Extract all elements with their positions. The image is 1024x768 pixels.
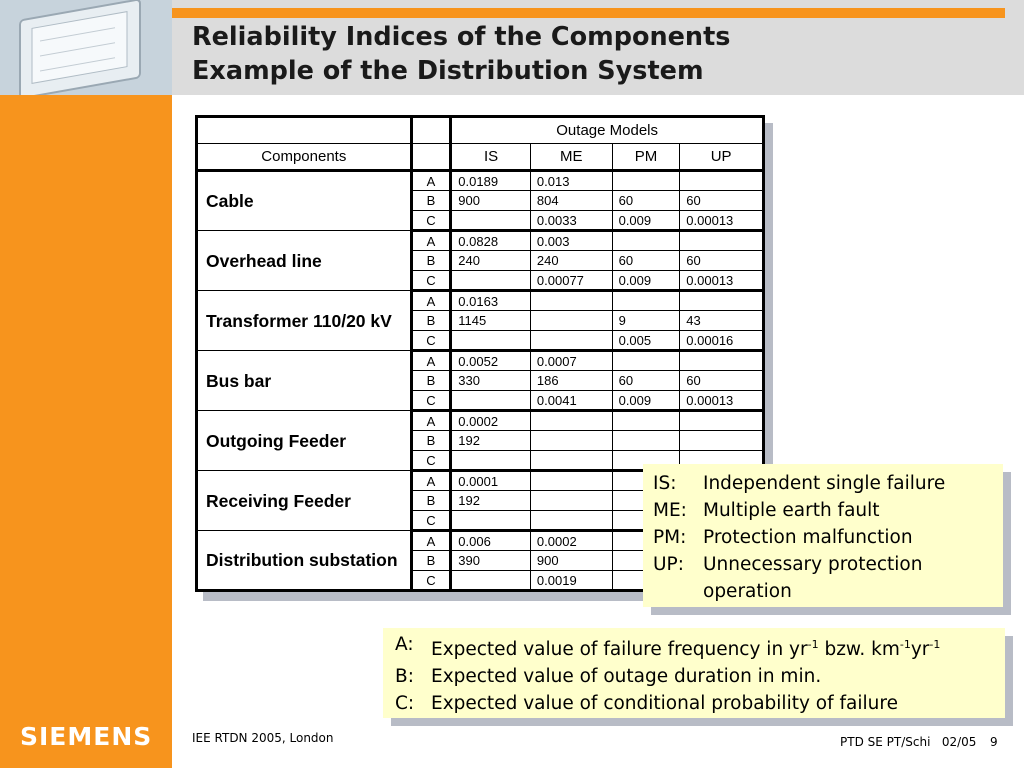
cell-me: 0.00077 <box>530 271 612 291</box>
footer-event: IEE RTDN 2005, London <box>192 731 334 745</box>
cell-me <box>530 311 612 331</box>
cell-pm <box>612 171 680 191</box>
cell-up: 0.00016 <box>680 331 764 351</box>
column-header-up: UP <box>680 144 764 171</box>
legend-row-me <box>653 497 1003 524</box>
siemens-logo: SIEMENS <box>20 722 153 751</box>
legend-text: Multiple earth fault <box>703 500 880 521</box>
cell-is <box>451 331 531 351</box>
cell-up <box>680 171 764 191</box>
row-letter: A <box>411 471 451 491</box>
cell-me: 0.0033 <box>530 211 612 231</box>
cell-pm <box>612 231 680 251</box>
cell-up: 60 <box>680 251 764 271</box>
cell-me <box>530 291 612 311</box>
sidebar <box>0 95 172 768</box>
legend-abbr: IS: <box>653 473 677 494</box>
cell-up: 60 <box>680 371 764 391</box>
cell-is: 330 <box>451 371 531 391</box>
legend-abbr: ME: <box>653 500 687 521</box>
row-letter: B <box>411 431 451 451</box>
cell-up: 0.00013 <box>680 211 764 231</box>
cell-up: 43 <box>680 311 764 331</box>
cell-pm: 0.009 <box>612 211 680 231</box>
legend-values <box>383 628 1005 718</box>
cell-is: 900 <box>451 191 531 211</box>
letter-header-cell <box>411 144 451 171</box>
cell-up: 0.00013 <box>680 271 764 291</box>
component-name: Receiving Feeder <box>197 471 412 531</box>
cell-is: 192 <box>451 491 531 511</box>
legend-row-up <box>653 551 1003 605</box>
title-line-1: Reliability Indices of the Components <box>192 22 731 52</box>
cell-me: 0.0002 <box>530 531 612 551</box>
cell-pm <box>612 431 680 451</box>
cell-is: 0.0189 <box>451 171 531 191</box>
cell-pm: 0.005 <box>612 331 680 351</box>
note-c-text: Expected value of conditional probability of failure <box>431 693 898 715</box>
cell-pm: 9 <box>612 311 680 331</box>
table-corner-cell <box>411 117 451 144</box>
title-line-2: Example of the Distribution System <box>192 56 704 86</box>
page-number: 9 <box>990 735 998 749</box>
note-row-b <box>395 663 1005 690</box>
component-name: Overhead line <box>197 231 412 291</box>
row-letter: C <box>411 211 451 231</box>
cell-me <box>530 471 612 491</box>
table-row <box>197 291 764 311</box>
component-name: Distribution substation <box>197 531 412 591</box>
cell-me <box>530 491 612 511</box>
legend-abbr: PM: <box>653 527 687 548</box>
cell-pm: 0.009 <box>612 391 680 411</box>
cell-up: 60 <box>680 191 764 211</box>
column-header-is: IS <box>451 144 531 171</box>
column-header-pm: PM <box>612 144 680 171</box>
row-letter: B <box>411 491 451 511</box>
cell-me: 0.0007 <box>530 351 612 371</box>
cell-pm: 0.009 <box>612 271 680 291</box>
row-letter: A <box>411 291 451 311</box>
row-letter: C <box>411 331 451 351</box>
legend-row-pm <box>653 524 1003 551</box>
cell-is <box>451 451 531 471</box>
cell-pm <box>612 351 680 371</box>
note-key: A: <box>395 634 414 655</box>
cell-is <box>451 271 531 291</box>
cell-is <box>451 511 531 531</box>
cell-up <box>680 231 764 251</box>
cell-up <box>680 411 764 431</box>
row-letter: A <box>411 231 451 251</box>
note-a-sup1: -1 <box>807 638 819 651</box>
footer-dept: PTD SE PT/Schi 02/05 <box>840 735 977 749</box>
cell-is: 0.0828 <box>451 231 531 251</box>
row-letter: B <box>411 551 451 571</box>
row-letter: A <box>411 411 451 431</box>
cell-is: 0.0001 <box>451 471 531 491</box>
cell-up <box>680 291 764 311</box>
legend-row-is <box>653 470 1003 497</box>
cell-up: 0.00013 <box>680 391 764 411</box>
row-letter: B <box>411 251 451 271</box>
cell-is: 0.0002 <box>451 411 531 431</box>
row-letter: C <box>411 451 451 471</box>
legend-models <box>643 464 1003 607</box>
note-row-a <box>395 631 1005 663</box>
cell-me: 0.013 <box>530 171 612 191</box>
cell-up <box>680 351 764 371</box>
cell-is <box>451 391 531 411</box>
component-name: Transformer 110/20 kV <box>197 291 412 351</box>
component-name: Cable <box>197 171 412 231</box>
cell-pm: 60 <box>612 251 680 271</box>
legend-text: Independent single failure <box>703 473 946 494</box>
cell-pm <box>612 291 680 311</box>
cell-me: 0.0019 <box>530 571 612 591</box>
cell-is: 0.0163 <box>451 291 531 311</box>
components-header: Components <box>197 144 412 171</box>
cell-me: 0.0041 <box>530 391 612 411</box>
note-text <box>431 631 940 663</box>
page-title <box>192 20 730 88</box>
cell-me: 804 <box>530 191 612 211</box>
cell-me <box>530 411 612 431</box>
row-letter: C <box>411 391 451 411</box>
row-letter: C <box>411 271 451 291</box>
cell-is: 0.006 <box>451 531 531 551</box>
cell-up <box>680 431 764 451</box>
table-row <box>197 411 764 431</box>
row-letter: B <box>411 311 451 331</box>
table-row <box>197 231 764 251</box>
note-row-c <box>395 690 1005 717</box>
row-letter: B <box>411 371 451 391</box>
legend-abbr: UP: <box>653 554 684 575</box>
component-name: Bus bar <box>197 351 412 411</box>
note-a-mid: bzw. km <box>818 639 900 661</box>
legend-text: Unnecessary protection operation <box>703 554 923 602</box>
row-letter: B <box>411 191 451 211</box>
row-letter: A <box>411 351 451 371</box>
table-row <box>197 351 764 371</box>
cell-is: 240 <box>451 251 531 271</box>
cell-me: 0.003 <box>530 231 612 251</box>
note-a-sup3: -1 <box>929 638 941 651</box>
cell-is <box>451 571 531 591</box>
cell-me <box>530 431 612 451</box>
note-key: B: <box>395 666 414 688</box>
cell-me <box>530 331 612 351</box>
note-a-text: Expected value of failure frequency in yr <box>431 639 808 661</box>
cell-pm: 60 <box>612 371 680 391</box>
cell-me: 240 <box>530 251 612 271</box>
cell-me <box>530 451 612 471</box>
row-letter: C <box>411 571 451 591</box>
note-b-text: Expected value of outage duration in min. <box>431 666 822 688</box>
header-decorative-image <box>0 0 172 95</box>
note-key: C: <box>395 693 415 715</box>
cell-is: 390 <box>451 551 531 571</box>
cell-me <box>530 511 612 531</box>
row-letter: A <box>411 171 451 191</box>
outage-models-header: Outage Models <box>451 117 764 144</box>
legend-text: Protection malfunction <box>703 527 913 548</box>
row-letter: A <box>411 531 451 551</box>
component-name: Outgoing Feeder <box>197 411 412 471</box>
cell-pm <box>612 411 680 431</box>
cell-is: 1145 <box>451 311 531 331</box>
cell-is: 192 <box>451 431 531 451</box>
table-row <box>197 171 764 191</box>
column-header-me: ME <box>530 144 612 171</box>
cell-pm: 60 <box>612 191 680 211</box>
cell-is <box>451 211 531 231</box>
cell-me: 900 <box>530 551 612 571</box>
header-accent-bar <box>172 8 1005 18</box>
note-a-yr: yr <box>910 639 930 661</box>
table-corner-cell <box>197 117 412 144</box>
cell-is: 0.0052 <box>451 351 531 371</box>
note-a-sup2: -1 <box>899 638 911 651</box>
cell-me: 186 <box>530 371 612 391</box>
row-letter: C <box>411 511 451 531</box>
